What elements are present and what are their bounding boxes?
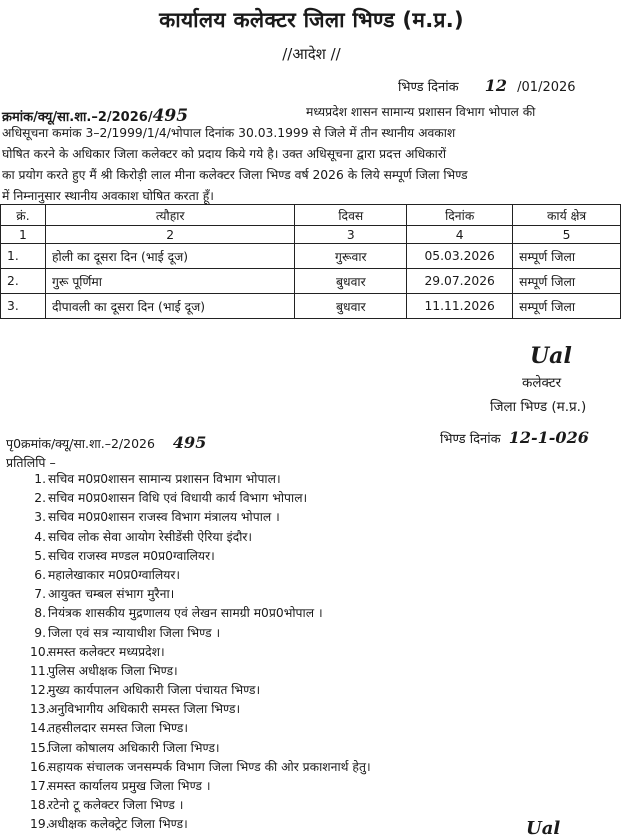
list-item <box>0 815 371 834</box>
cell-festival: गुरू पूर्णिमा <box>45 269 294 294</box>
list-item-text: सचिव म0प्र0शासन सामान्य प्रशासन विभाग भोपाल। <box>48 472 281 486</box>
cell-festival: होली का दूसरा दिन (भाई दूज) <box>45 244 294 269</box>
endorsement-handwritten-date: 12-1-026 <box>508 428 589 447</box>
list-item-number: 6. <box>34 567 46 582</box>
cell-date: 11.11.2026 <box>407 294 513 319</box>
list-item-number: 8. <box>34 606 46 621</box>
list-item <box>0 585 371 604</box>
list-item-text: सचिव म0प्र0शासन राजस्व विभाग मंत्रालय भोपाल । <box>48 510 280 525</box>
dateline-label: भिण्ड दिनांक <box>398 80 459 95</box>
header-festival: त्यौहार <box>45 205 294 226</box>
list-item-number: 4. <box>34 529 46 544</box>
cell-date: 05.03.2026 <box>407 244 513 269</box>
reference-handwritten-number: 495 <box>152 106 189 126</box>
dateline-month-year: /01/2026 <box>517 80 576 95</box>
endorsement-handwritten-number: 495 <box>172 433 207 452</box>
reference-line-2: अधिसूचना कमांक 3–2/1999/1/4/भोपाल दिनांक 30.03.1999 से जिले में तीन स्थानीय अवकाश <box>2 126 456 140</box>
list-item-number: 19. <box>30 817 50 832</box>
list-item <box>0 719 371 738</box>
header-serial: क्रं. <box>1 205 46 226</box>
reference-line-5: में निम्नानुसार स्थानीय अवकाश घोषित करता हूँ। <box>2 189 214 203</box>
list-item-number: 11. <box>30 663 50 678</box>
order-dateline <box>398 76 576 95</box>
col-number: 4 <box>407 226 513 244</box>
list-item <box>0 662 371 681</box>
col-number: 2 <box>45 226 294 244</box>
list-item <box>0 681 371 700</box>
signature-office: जिला भिण्ड (म.प्र.) <box>490 399 587 415</box>
list-item-number: 13. <box>30 702 50 717</box>
list-item <box>0 796 371 815</box>
list-item-text: सहायक संचालक जनसम्पर्क विभाग जिला भिण्ड की ओर प्रकाशनार्थ हेतु। <box>48 759 371 774</box>
table-column-number-row <box>1 226 621 244</box>
header-area: कार्य क्षेत्र <box>513 205 621 226</box>
list-item-number: 15. <box>30 740 50 755</box>
table-header-row <box>1 205 621 226</box>
holiday-table <box>0 204 621 319</box>
list-item <box>0 643 371 662</box>
copy-to-label: प्रतिलिपि – <box>6 455 56 470</box>
list-item <box>0 508 371 527</box>
cell-festival: दीपावली का दूसरा दिन (भाई दूज) <box>45 294 294 319</box>
list-item <box>0 624 371 643</box>
list-item-text: रटेनो टू कलेक्टर जिला भिण्ड । <box>48 798 184 813</box>
col-number: 3 <box>295 226 407 244</box>
list-item <box>0 739 371 758</box>
reference-prefix: क्रमांक/क्यू/सा.शा.–2/2026/ <box>2 110 153 125</box>
list-item-text: समस्त कार्यालय प्रमुख जिला भिण्ड । <box>48 779 211 793</box>
cell-area: सम्पूर्ण जिला <box>513 269 621 294</box>
list-item <box>0 566 371 585</box>
cell-day: बुधवार <box>295 294 407 319</box>
reference-line-3: घोषित करने के अधिकार जिला कलेक्टर को प्रदाय किये गये है। उक्त अधिसूचना द्वारा प्रदत्त अधिकारों <box>2 147 447 161</box>
list-item-number: 5. <box>34 548 46 563</box>
cell-serial: 2. <box>1 269 46 294</box>
office-title: कार्यालय कलेक्टर जिला भिण्ड (म.प्र.) <box>159 8 464 32</box>
header-day: दिवस <box>295 205 407 226</box>
list-item <box>0 758 371 777</box>
list-item-number: 18. <box>30 798 50 813</box>
cell-area: सम्पूर्ण जिला <box>513 294 621 319</box>
list-item <box>0 528 371 547</box>
list-item-number: 10. <box>30 644 50 659</box>
cell-day: बुधवार <box>295 269 407 294</box>
cell-date: 29.07.2026 <box>407 269 513 294</box>
list-item-number: 12. <box>30 683 50 698</box>
copy-recipient-list <box>0 470 371 835</box>
endorsement-prefix: पृ0क्रमांक/क्यू/सा.शा.–2/2026 <box>6 436 155 451</box>
list-item-number: 17. <box>30 779 50 793</box>
list-item-text: महालेखाकार म0प्र0ग्वालियर। <box>48 567 181 582</box>
list-item-text: जिला एवं सत्र न्यायाधीश जिला भिण्ड । <box>48 625 221 640</box>
collector-signature: Ual <box>530 343 572 369</box>
list-item-text: अधीक्षक कलेक्ट्रेट जिला भिण्ड। <box>48 817 188 832</box>
list-item-text: तहसीलदार समस्त जिला भिण्ड। <box>48 721 189 736</box>
cell-serial: 1. <box>1 244 46 269</box>
list-item <box>0 777 371 796</box>
corner-signature: Ual <box>526 818 561 839</box>
table-row <box>1 294 621 319</box>
cell-area: सम्पूर्ण जिला <box>513 244 621 269</box>
list-item-number: 1. <box>34 472 46 486</box>
list-item-text: आयुक्त चम्बल संभाग मुरैना। <box>48 587 175 602</box>
list-item-text: सचिव लोक सेवा आयोग रेसीडेंसी ऐरिया इंदौर। <box>48 529 253 544</box>
list-item-text: सचिव राजस्व मण्डल म0प्र0ग्वालियर। <box>48 548 215 563</box>
list-item-text: सचिव म0प्र0शासन विधि एवं विधायी कार्य विभाग भोपाल। <box>48 491 308 506</box>
list-item-number: 7. <box>34 587 46 602</box>
list-item-text: अनुविभागीय अधिकारी समस्त जिला भिण्ड। <box>48 702 241 717</box>
cell-serial: 3. <box>1 294 46 319</box>
list-item-number: 2. <box>34 491 46 506</box>
table-row <box>1 269 621 294</box>
signature-designation: कलेक्टर <box>522 375 562 391</box>
col-number: 1 <box>1 226 46 244</box>
list-item-text: नियंत्रक शासकीय मुद्रणालय एवं लेखन सामग्री म0प्र0भोपाल । <box>48 606 323 621</box>
order-heading: //आदेश // <box>282 45 341 63</box>
reference-line-4: का प्रयोग करते हुए मैं श्री किरोड़ी लाल मीना कलेक्टर जिला भिण्ड वर्ष 2026 के लिये सम्पूर्ण जिला भिण्ड <box>2 168 468 182</box>
reference-number <box>2 106 188 126</box>
list-item-text: मुख्य कार्यपालन अधिकारी जिला पंचायत भिण्ड। <box>48 683 261 698</box>
list-item <box>0 489 371 508</box>
list-item-number: 3. <box>34 510 46 525</box>
cell-day: गुरूवार <box>295 244 407 269</box>
list-item-text: समस्त कलेक्टर मध्यप्रदेश। <box>48 644 165 659</box>
table-row <box>1 244 621 269</box>
list-item-text: पुलिस अधीक्षक जिला भिण्ड। <box>48 663 178 678</box>
list-item-text: जिला कोषालय अधिकारी जिला भिण्ड। <box>48 740 220 755</box>
list-item <box>0 547 371 566</box>
dateline-day: 12 <box>484 76 508 95</box>
col-number: 5 <box>513 226 621 244</box>
endorsement-number <box>6 433 206 452</box>
header-date: दिनांक <box>407 205 513 226</box>
list-item-number: 9. <box>34 625 46 640</box>
endorsement-date-label: भिण्ड दिनांक <box>440 432 501 447</box>
list-item <box>0 604 371 623</box>
list-item-number: 14. <box>30 721 50 736</box>
endorsement-date <box>440 428 589 447</box>
list-item <box>0 700 371 719</box>
reference-line-1: मध्यप्रदेश शासन सामान्य प्रशासन विभाग भोपाल की <box>306 105 536 119</box>
list-item <box>0 470 371 489</box>
list-item-number: 16. <box>30 759 50 774</box>
